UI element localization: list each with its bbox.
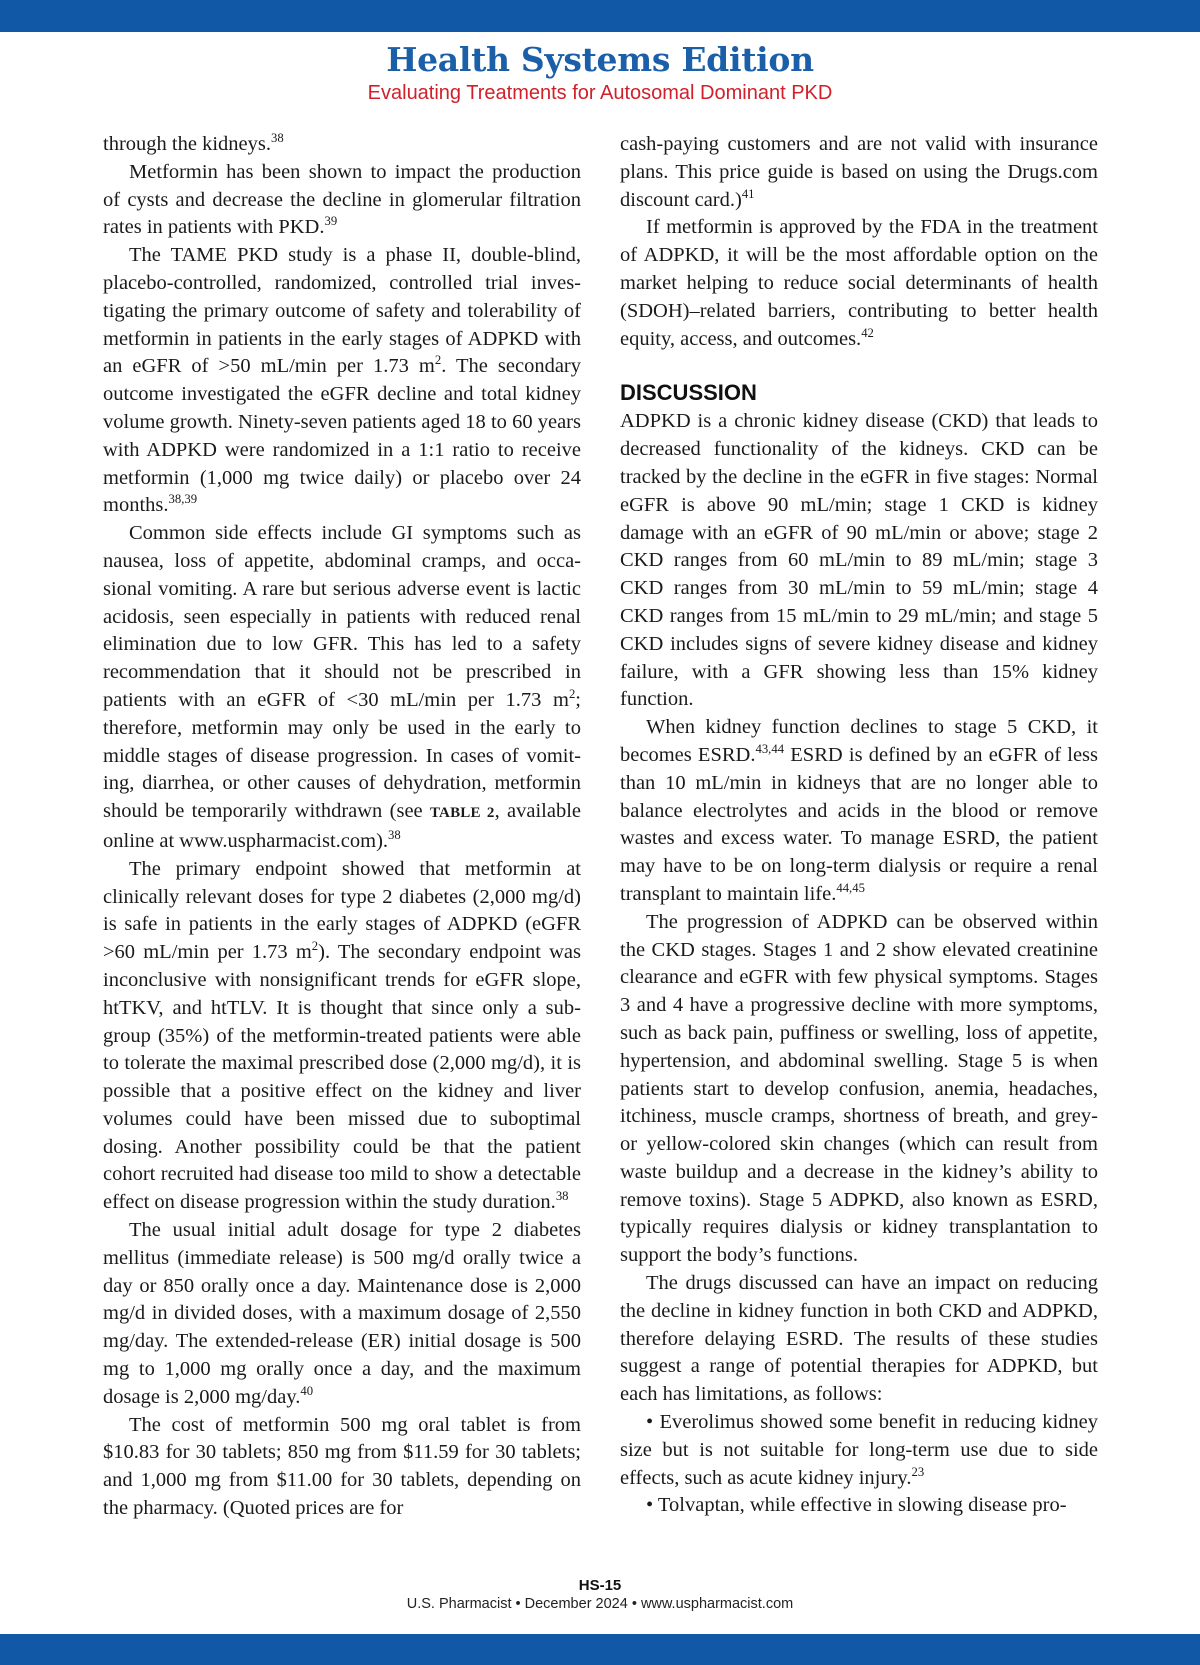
paragraph: The drugs discussed can have an impact on reducing the decline in kidney function in both CKD and ADPKD, therefore delaying ESRD. The results of these studies suggest a range of potential therapies for ADPKD, but each has limitations, as follows: (620, 1272, 1098, 1406)
citation-ref: 23 (911, 1464, 925, 1479)
list-item: • Everolimus showed some benefit in reducing kidney size but is not suitable for long-term use due to side effects, such as acute kidney injury.$^{23}$ (620, 1411, 1098, 1489)
paragraph: ADPKD is a chronic kidney disease (CKD) that leads to decreased functionality of the kidneys. CKD can be tracked by the decline in the eGFR in five stages: Normal eGFR is above 90 mL/min; stage 1 CKD is kidney damage with an eGFR of 90 mL/min or above; stage 2 CKD ranges from 60 mL/min to 89 mL/min; stage 3 CKD ranges from 30 mL/min to 59 mL/min; stage 4 CKD ranges from 15 mL/min to 29 mL/min; and stage 5 CKD includes signs of severe kidney disease and kidney failure, with a GFR showing less than 15% kidney function. (620, 410, 1098, 711)
masthead (0, 40, 1200, 105)
paragraph: The cost of metformin 500 mg oral tablet is from $10.83 for 30 tablets; 850 mg from $11.59 for 30 tablets; and 1,000 mg from $11.00 for 30 tablets, depending on the pharmacy. (Quoted prices are for (103, 1413, 581, 1520)
table-reference: TABLE 2 (429, 805, 495, 822)
paragraph: When kidney function declines to stage 5 CKD, it becomes ESRD.$^{43,44}$ ESRD is defined by an eGFR of less than 10 mL/min in kidneys that are no longer able to balance electrolytes and acids in the blood or remove wastes and excess water. To manage ESRD, the patient may have to be on long-term dialysis or require a renal transplant to maintain life.$^{44,45}$ (620, 716, 1098, 905)
paragraph: through the kidneys.$^{38}$ (103, 131, 284, 155)
list-item: • Tolvaptan, while effective in slowing disease pro- (646, 1494, 1067, 1517)
citation-ref: 39 (324, 214, 338, 229)
citation-ref: 41 (741, 186, 755, 201)
article-subtitle: Evaluating Treatments for Autosomal Dominant PKD (367, 82, 833, 104)
section-heading: DISCUSSION (620, 380, 757, 406)
edition-title: Health Systems Edition (386, 40, 814, 79)
citation-ref: 40 (300, 1384, 314, 1399)
citation-ref: 44,45 (836, 881, 865, 896)
page-number: HS-15 (578, 1577, 622, 1594)
citation-ref: 38,39 (168, 492, 198, 507)
right-column (620, 131, 1098, 1520)
page-footer (0, 1577, 1200, 1613)
paragraph: If metformin is approved by the FDA in the treatment of ADPKD, it will be the most affordable option on the market helping to reduce social determinants of health (SDOH)–related barriers, contributing to better health equity, access, and outcomes.$^{42}$ (620, 216, 1098, 350)
paragraph: Metformin has been shown to impact the production of cysts and decrease the decline in glomerular filtration rates in patients with PKD.$^{39}$ (103, 160, 581, 239)
citation-ref: 43,44 (755, 742, 785, 757)
left-column (103, 131, 581, 1523)
paragraph: Common side effects include GI symptoms such as nausea, loss of appetite, abdominal cramps, and occasional vomiting. A rare but serious adverse event is lactic acidosis, seen especially in patients with reduced renal elimination due to low GFR. This has led to a safety recommendation that it should not be prescribed in patients with an eGFR of <30 mL/min per 1.73 $m^2$; therefore, metformin may only be used in the early to middle stages of disease progression. In cases of vomiting, diarrhea, or other causes of dehydration, metformin should be temporarily withdrawn (see TABLE 2, available online at www.uspharmacist.com).$^{38}$ (103, 522, 581, 852)
paragraph: cash-paying customers and are not valid with insurance plans. This price guide is based on using the Drugs.com discount card.)$^{41}$ (620, 133, 1098, 211)
citation-ref: 42 (861, 325, 874, 340)
citation-ref: 38 (388, 828, 401, 843)
paragraph: The primary endpoint showed that metformin at clinically relevant doses for type 2 diabetes (2,000 mg/d) is safe in patients in the early stages of ADPKD (eGFR >60 mL/min per 1.73 $m^2$). The secondary endpoint was inconclusive with nonsignificant trends for eGFR slope, htTKV, and htTLV. It is thought that since only a subgroup (35%) of the metformin-treated patients were able to tolerate the maximal prescribed dose (2,000 mg/d), it is possible that a positive effect on the kidney and liver volumes could have been missed due to suboptimal dosing. Another possibility could be that the patient cohort recruited had disease too mild to show a detectable effect on disease progression within the study duration.$^{38}$ (103, 857, 581, 1214)
top-color-band (0, 0, 1200, 32)
paragraph: The TAME PKD study is a phase II, double-blind, placebo-controlled, randomized, controlled trial investigating the primary outcome of safety and tolerability of metformin in patients in the early stages of ADPKD with an eGFR of >50 mL/min per 1.73 $m^2$. The secondary outcome investigated the eGFR decline and total kidney volume growth. Ninety-seven patients aged 18 to 60 years with ADPKD were randomized in a 1:1 ratio to receive metformin (1,000 mg twice daily) or placebo over 24 months.$^{38,39}$ (103, 244, 582, 517)
citation-ref: 38 (270, 131, 284, 146)
publication-line: U.S. Pharmacist • December 2024 • www.uspharmacist.com (406, 1596, 794, 1612)
paragraph: The usual initial adult dosage for type 2 diabetes mellitus (immediate release) is 500 mg/d orally twice a day or 850 orally once a day. Maintenance dose is 2,000 mg/d in divided doses, with a maximum dosage of 2,550 mg/day. The extended-release (ER) initial dosage is 500 mg to 1,000 mg orally once a day, and the maximum dosage is 2,000 mg/day.$^{40}$ (103, 1219, 581, 1408)
citation-ref: 38 (555, 1189, 569, 1204)
paragraph: The progression of ADPKD can be observed within the CKD stages. Stages 1 and 2 show elevated creatinine clearance and eGFR with few physical symptoms. Stages 3 and 4 have a progressive decline with more symptoms, such as back pain, puffiness or swelling, loss of appetite, hypertension, and abdominal swelling. Stage 5 is when patients start to develop confusion, anemia, headaches, itchiness, muscle cramps, shortness of breath, and grey- or yellow-colored skin changes (which can result from waste buildup and a decrease in the kidney’s ability to remove toxins). Stage 5 ADPKD, also known as ESRD, typically requires dialysis or kidney transplantation to support the body’s functions. (620, 910, 1098, 1267)
bottom-color-band (0, 1634, 1200, 1665)
